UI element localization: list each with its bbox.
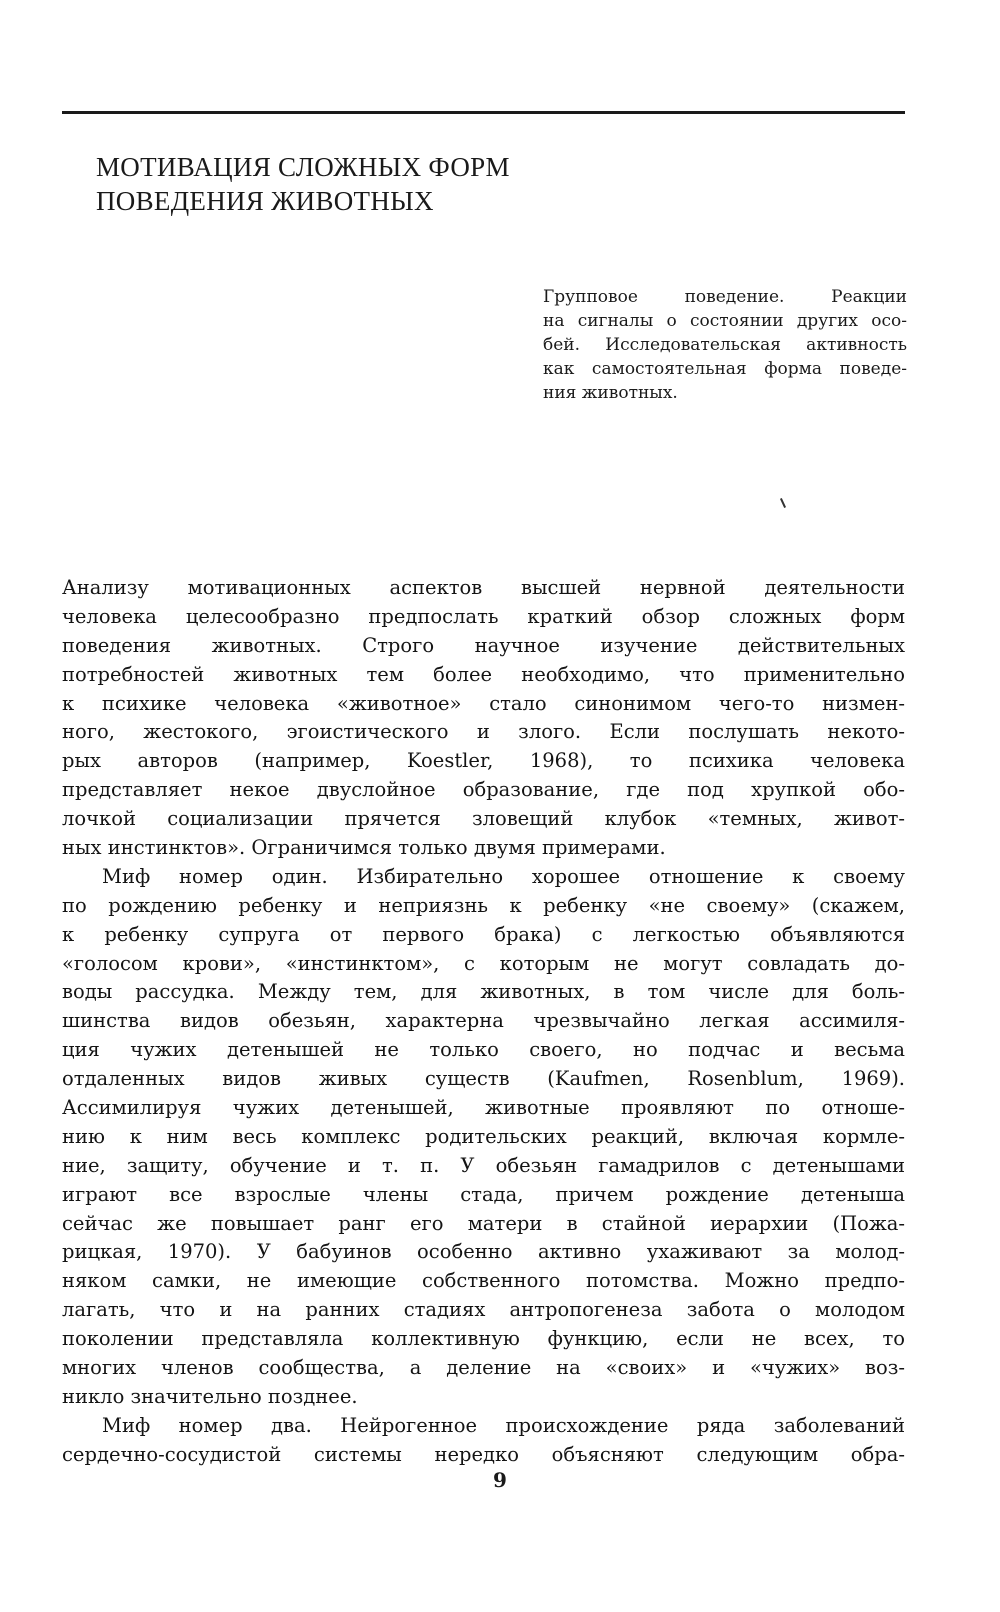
top-rule [62, 111, 905, 114]
body-line: по рождению ребенку и неприязнь к ребенку «не своему» (скажем, [62, 893, 905, 917]
body-line: нию к ним весь комплекс родительских реакций, включая кормле- [62, 1124, 905, 1148]
body-line: человека целесообразно предпослать краткий обзор сложных форм [62, 604, 905, 628]
body-line: ного, жестокого, эгоистического и злого. Если послушать некото- [62, 720, 905, 744]
body-line: сердечно-сосудистой системы нередко объясняют следующим обра- [62, 1442, 905, 1466]
body-line: «голосом крови», «инстинктом», с которым не могут совладать до- [62, 951, 905, 975]
body-line: многих членов сообщества, а деление на «своих» и «чужих» воз- [62, 1356, 905, 1380]
epigraph-line: ния животных. [543, 383, 678, 403]
body-line: отдаленных видов живых существ (Kaufmen, Rosenblum, 1969). [62, 1067, 905, 1091]
body-line: играют все взрослые члены стада, причем рождение детеныша [62, 1182, 905, 1206]
epigraph-line: Групповое поведение. Реакции [543, 287, 907, 307]
body-line: Ассимилируя чужих детенышей, животные проявляют по отноше- [62, 1096, 905, 1120]
body-line: лочкой социализации прячется зловещий клубок «темных, живот- [62, 807, 905, 831]
body-line: лагать, что и на ранних стадиях антропогенеза забота о молодом [62, 1298, 905, 1322]
body-line: сейчас же повышает ранг его матери в стайной иерархии (Пожа- [62, 1211, 905, 1235]
body-line: воды рассудка. Между тем, для животных, в том числе для боль- [62, 980, 905, 1004]
body-line: к психике человека «животное» стало синонимом чего-то низмен- [62, 691, 905, 715]
body-line: ция чужих детенышей не только своего, но подчас и весьма [62, 1038, 905, 1062]
body-line: шинства видов обезьян, характерна чрезвычайно легкая ассимиля- [62, 1009, 905, 1033]
body-line: Миф номер один. Избирательно хорошее отношение к своему [102, 864, 905, 888]
chapter-title-line: ПОВЕДЕНИЯ ЖИВОТНЫХ [96, 186, 434, 216]
stray-print-mark [780, 498, 786, 508]
body-text [62, 574, 905, 1470]
body-line: ние, защиту, обучение и т. п. У обезьян гамадрилов с детенышами [62, 1153, 905, 1177]
body-line: Анализу мотивационных аспектов высшей нервной деятельности [62, 576, 905, 599]
body-line: представляет некое двуслойное образование, где под хрупкой обо- [62, 778, 905, 802]
body-line: Миф номер два. Нейрогенное происхождение ряда заболеваний [102, 1413, 905, 1437]
body-line: няком самки, не имеющие собственного потомства. Можно предпо- [62, 1269, 905, 1293]
body-line: поколении представляла коллективную функцию, если не всех, то [62, 1327, 905, 1351]
body-line: к ребенку супруга от первого брака) с легкостью объявляются [62, 922, 905, 946]
body-line: потребностей животных тем более необходимо, что применительно [62, 662, 905, 686]
body-line: поведения животных. Строго научное изучение действительных [62, 633, 905, 657]
body-line: рых авторов (например, Koestler, 1968), то психика человека [62, 749, 905, 773]
chapter-title [96, 150, 696, 218]
epigraph-line: на сигналы о состоянии других осо- [543, 311, 907, 331]
body-line: никло значительно позднее. [62, 1384, 358, 1408]
epigraph [543, 285, 907, 405]
body-line: ных инстинктов». Ограничимся только двумя примерами. [62, 836, 666, 860]
body-line: рицкая, 1970). У бабуинов особенно активно ухаживают за молод- [62, 1240, 905, 1264]
page-number: 9 [493, 1468, 507, 1492]
chapter-title-line: МОТИВАЦИЯ СЛОЖНЫХ ФОРМ [96, 152, 510, 182]
epigraph-line: как самостоятельная форма поведе- [543, 359, 907, 379]
epigraph-line: бей. Исследовательская активность [543, 335, 907, 355]
